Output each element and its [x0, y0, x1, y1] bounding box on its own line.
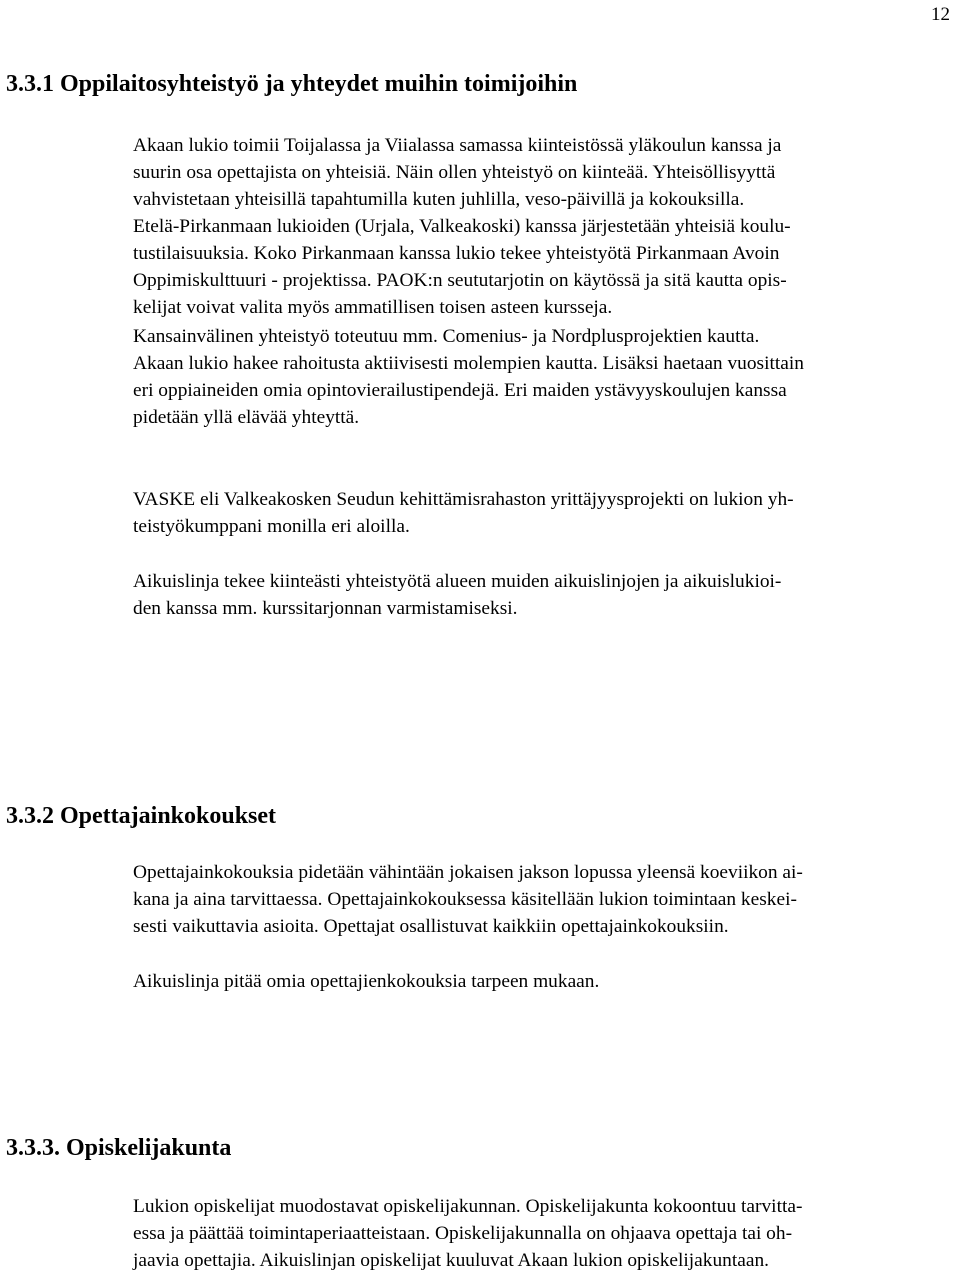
paragraph — [133, 486, 958, 540]
paragraph — [133, 1193, 958, 1274]
text-line: suurin osa opettajista on yhteisiä. Näin ollen yhteistyö on kiinteää. Yhteisöllisyyttä — [133, 162, 776, 183]
page-number: 12 — [931, 4, 950, 25]
section-heading-3-3-3: 3.3.3. Opiskelijakunta — [6, 1135, 232, 1161]
text-line: Aikuislinja tekee kiinteästi yhteistyötä alueen muiden aikuislinjojen ja aikuislukioi- — [133, 571, 782, 592]
text-line: Opettajainkokouksia pidetään vähintään jokaisen jakson lopussa yleensä koeviikon ai- — [133, 862, 803, 883]
paragraph — [133, 968, 958, 995]
text-line: Aikuislinja pitää omia opettajienkokouksia tarpeen mukaan. — [133, 971, 600, 992]
text-line: VASKE eli Valkeakosken Seudun kehittämisrahaston yrittäjyysprojekti on lukion yh- — [133, 489, 794, 510]
text-line: Oppimiskulttuuri - projektissa. PAOK:n seututarjotin on käytössä ja sitä kautta opis- — [133, 270, 787, 291]
paragraph — [133, 859, 958, 940]
text-line: Akaan lukio hakee rahoitusta aktiivisesti molempien kautta. Lisäksi haetaan vuosittain — [133, 353, 804, 374]
text-line: Etelä-Pirkanmaan lukioiden (Urjala, Valkeakoski) kanssa järjestetään yhteisiä koulu- — [133, 216, 791, 237]
text-line: tustilaisuuksia. Koko Pirkanmaan kanssa lukio tekee yhteistyötä Pirkanmaan Avoin — [133, 243, 780, 264]
text-line: jaavia opettajia. Aikuislinjan opiskelijat kuuluvat Akaan lukion opiskelijakuntaan. — [133, 1250, 769, 1271]
section-heading-3-3-1: 3.3.1 Oppilaitosyhteistyö ja yhteydet muihin toimijoihin — [6, 71, 578, 97]
paragraph — [133, 568, 958, 622]
text-line: pidetään yllä elävää yhteyttä. — [133, 407, 360, 428]
text-line: kana ja aina tarvittaessa. Opettajainkokouksessa käsitellään lukion toimintaan keskei- — [133, 889, 797, 910]
text-line: kelijat voivat valita myös ammatillisen toisen asteen kursseja. — [133, 297, 613, 318]
text-line: den kanssa mm. kurssitarjonnan varmistamiseksi. — [133, 598, 518, 619]
text-line: vahvistetaan yhteisillä tapahtumilla kuten juhlilla, veso-päivillä ja kokouksilla. — [133, 189, 745, 210]
paragraph — [133, 323, 958, 431]
text-line: teistyökumppani monilla eri aloilla. — [133, 516, 410, 537]
paragraph — [133, 132, 958, 321]
text-line: sesti vaikuttavia asioita. Opettajat osallistuvat kaikkiin opettajainkokouksiin. — [133, 916, 729, 937]
text-line: essa ja päättää toimintaperiaatteistaan. Opiskelijakunnalla on ohjaava opettaja tai oh- — [133, 1223, 793, 1244]
section-heading-3-3-2: 3.3.2 Opettajainkokoukset — [6, 803, 277, 829]
text-line: Kansainvälinen yhteistyö toteutuu mm. Comenius- ja Nordplusprojektien kautta. — [133, 326, 760, 347]
text-line: Akaan lukio toimii Toijalassa ja Viialassa samassa kiinteistössä yläkoulun kanssa ja — [133, 135, 782, 156]
text-line: Lukion opiskelijat muodostavat opiskelijakunnan. Opiskelijakunta kokoontuu tarvitta- — [133, 1196, 803, 1217]
text-line: eri oppiaineiden omia opintovierailustipendejä. Eri maiden ystävyyskoulujen kanssa — [133, 380, 787, 401]
